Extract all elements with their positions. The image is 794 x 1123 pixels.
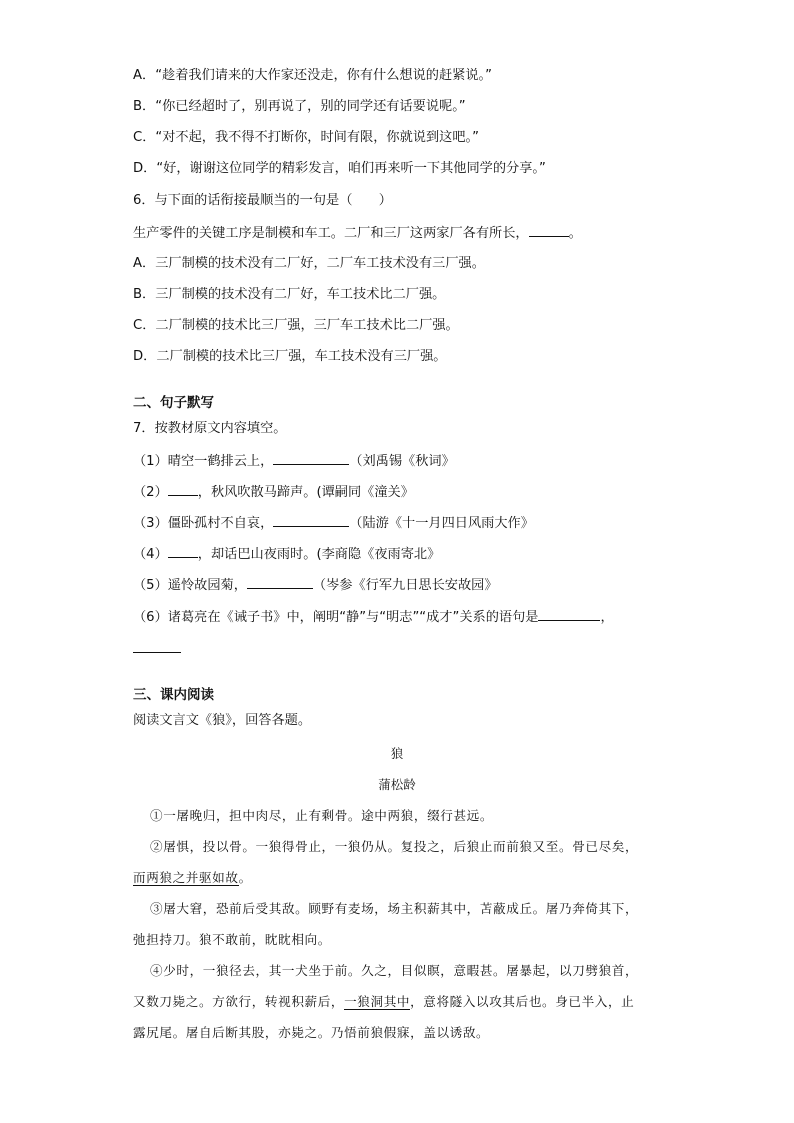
answer-blank[interactable] xyxy=(538,608,600,621)
answer-blank[interactable] xyxy=(273,452,349,465)
option-d: D．“好，谢谢这位同学的精彩发言，咱们再来听一下其他同学的分享。” xyxy=(133,161,546,176)
option-b: B．三厂制模的技术没有二厂好，车工技术比二厂强。 xyxy=(133,287,446,302)
dictation-item-2: （2） ，秋风吹散马蹄声。(谭嗣同《潼关》 xyxy=(133,485,414,500)
dictation-item-6: （6）诸葛亮在《诫子书》中，阐明“静”与“明志”“成才”关系的语句是 ， xyxy=(133,610,614,625)
option-a: A．三厂制模的技术没有二厂好，二厂车工技术没有三厂强。 xyxy=(133,256,485,271)
option-b: B．“你已经超时了，别再说了，别的同学还有话要说呢。” xyxy=(133,99,466,114)
question-7-stem: 7．按教材原文内容填空。 xyxy=(133,421,287,436)
dictation-item-5: （5）遥怜故园菊， （岑参《行军九日思长安故园》 xyxy=(133,578,498,593)
paragraph-1: ①一屠晚归，担中肉尽，止有剩骨。途中两狼，缀行甚远。 xyxy=(150,808,494,823)
section-title: 三、课内阅读 xyxy=(133,687,214,703)
dictation-item-4: （4） ，却话巴山夜雨时。(李商隐《夜雨寄北》 xyxy=(133,547,441,562)
dictation-item-6-continued xyxy=(133,640,181,659)
dictation-item-1: （1）晴空一鹤排云上， （刘禹锡《秋词》 xyxy=(133,454,455,469)
answer-blank[interactable] xyxy=(273,514,349,527)
passage-title: 狼 xyxy=(390,746,404,761)
option-c: C．二厂制模的技术比三厂强，三厂车工技术比二厂强。 xyxy=(133,318,459,333)
answer-blank[interactable] xyxy=(133,640,181,653)
dictation-item-3: （3）僵卧孤村不自哀， （陆游《十一月四日风雨大作》 xyxy=(133,516,534,531)
answer-blank[interactable] xyxy=(168,483,198,496)
paragraph-3-line-1: ③屠大窘，恐前后受其敌。顾野有麦场，场主积薪其中，苫蔽成丘。屠乃奔倚其下， xyxy=(150,901,639,916)
question-6-stem: 6．与下面的话衔接最顺当的一句是（ ） xyxy=(133,193,392,208)
passage-author: 蒲松龄 xyxy=(378,777,416,792)
paragraph-4-line-2: 又数刀毙之。方欲行，转视积薪后，一狼洞其中，意将隧入以攻其后也。身已半入，止 xyxy=(133,994,635,1009)
option-c: C．“对不起，我不得不打断你，时间有限，你就说到这吧。” xyxy=(133,130,479,145)
paragraph-4-line-3: 露尻尾。屠自后断其股，亦毙之。乃悟前狼假寐，盖以诱敌。 xyxy=(133,1025,490,1040)
paragraph-3-line-2: 弛担持刀。狼不敢前，眈眈相向。 xyxy=(133,932,331,947)
paragraph-4-line-1: ④少时，一狼径去，其一犬坐于前。久之，目似瞑，意暇甚。屠暴起，以刀劈狼首， xyxy=(150,963,639,978)
paragraph-2-line-1: ②屠惧，投以骨。一狼得骨止，一狼仍从。复投之，后狼止而前狼又至。骨已尽矣， xyxy=(150,839,639,854)
option-d: D．二厂制模的技术比三厂强，车工技术没有三厂强。 xyxy=(133,349,447,364)
question-6-context: 生产零件的关键工序是制模和车工。二厂和三厂这两家厂各有所长， 。 xyxy=(133,226,582,241)
answer-blank[interactable] xyxy=(247,576,313,589)
answer-blank[interactable] xyxy=(529,224,569,237)
underlined-phrase: 而两狼之并驱如故 xyxy=(133,870,239,885)
section-title: 二、句子默写 xyxy=(133,395,214,411)
answer-blank[interactable] xyxy=(168,545,198,558)
reading-intro: 阅读文言文《狼》，回答各题。 xyxy=(133,713,312,728)
paragraph-2-line-2: 而两狼之并驱如故。 xyxy=(133,870,252,885)
option-a: A．“趁着我们请来的大作家还没走，你有什么想说的赶紧说。” xyxy=(133,68,492,83)
underlined-phrase: 一狼洞其中 xyxy=(344,994,411,1009)
